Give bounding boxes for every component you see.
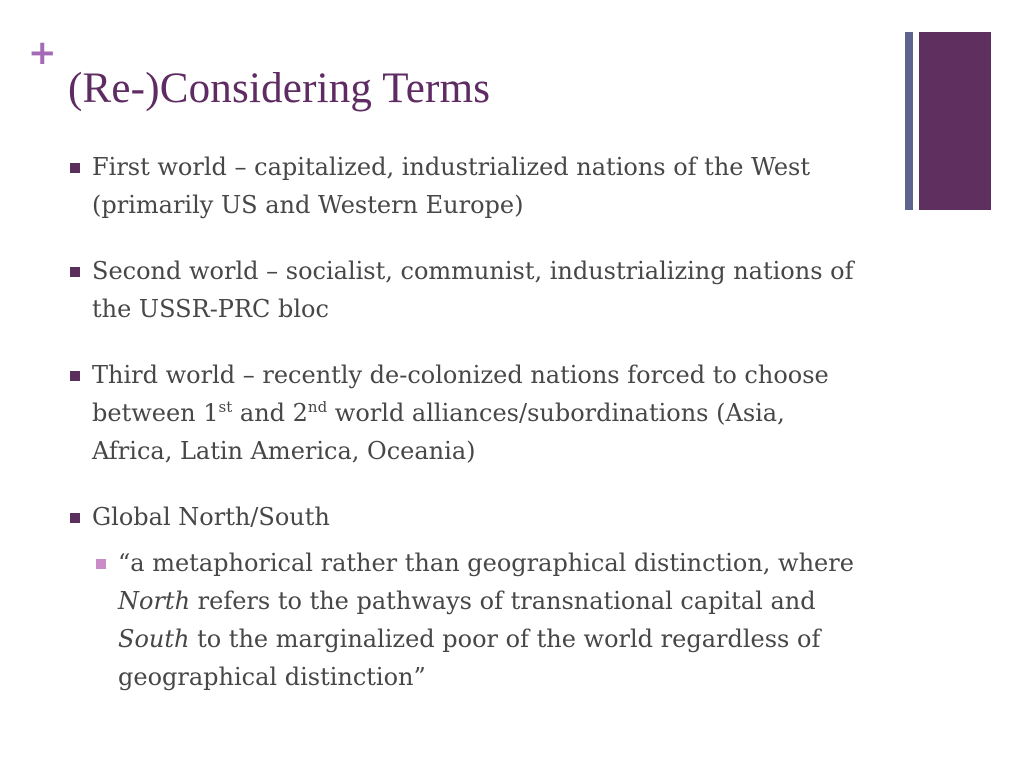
sub-bullet-text: “a metaphorical rather than geographical distinction, where — [118, 549, 854, 577]
bullet-square-icon — [70, 371, 80, 381]
accent-bar-thick — [919, 32, 991, 210]
sub-bullet-text: to the marginalized poor of the world regardless of geographical distinction” — [118, 625, 821, 691]
bullet-text: and 2 — [232, 399, 308, 427]
bullet-text: Global North/South — [92, 503, 330, 531]
accent-bar-thin — [905, 32, 913, 210]
bullet-text: world alliances/subordinations (Asia, Africa, Latin America, Oceania) — [92, 399, 785, 465]
bullet-second-world — [68, 252, 868, 328]
bullet-square-icon — [70, 163, 80, 173]
ordinal-suffix: st — [218, 398, 233, 416]
sub-bullet-square-icon — [96, 559, 106, 569]
bullet-first-world — [68, 148, 868, 224]
bullet-square-icon — [70, 267, 80, 277]
slide-content — [68, 148, 868, 696]
bullet-text: First world – capitalized, industrialized nations of the West (primarily US and Western Europe) — [92, 153, 810, 219]
bullet-third-world — [68, 356, 868, 470]
slide-title: (Re-)Considering Terms — [68, 65, 491, 112]
plus-icon: + — [28, 33, 57, 73]
ordinal-suffix: nd — [307, 398, 328, 416]
emphasis-south: South — [118, 625, 190, 653]
bullet-text: Second world – socialist, communist, industrializing nations of the USSR-PRC bloc — [92, 257, 854, 323]
sub-bullet-quote — [92, 544, 868, 696]
sub-bullet-text: refers to the pathways of transnational capital and — [190, 587, 816, 615]
bullet-global-north-south — [68, 498, 868, 536]
bullet-text: Third world – recently de-colonized nations forced to choose between 1 — [92, 361, 829, 427]
bullet-square-icon — [70, 513, 80, 523]
emphasis-north: North — [118, 587, 191, 615]
